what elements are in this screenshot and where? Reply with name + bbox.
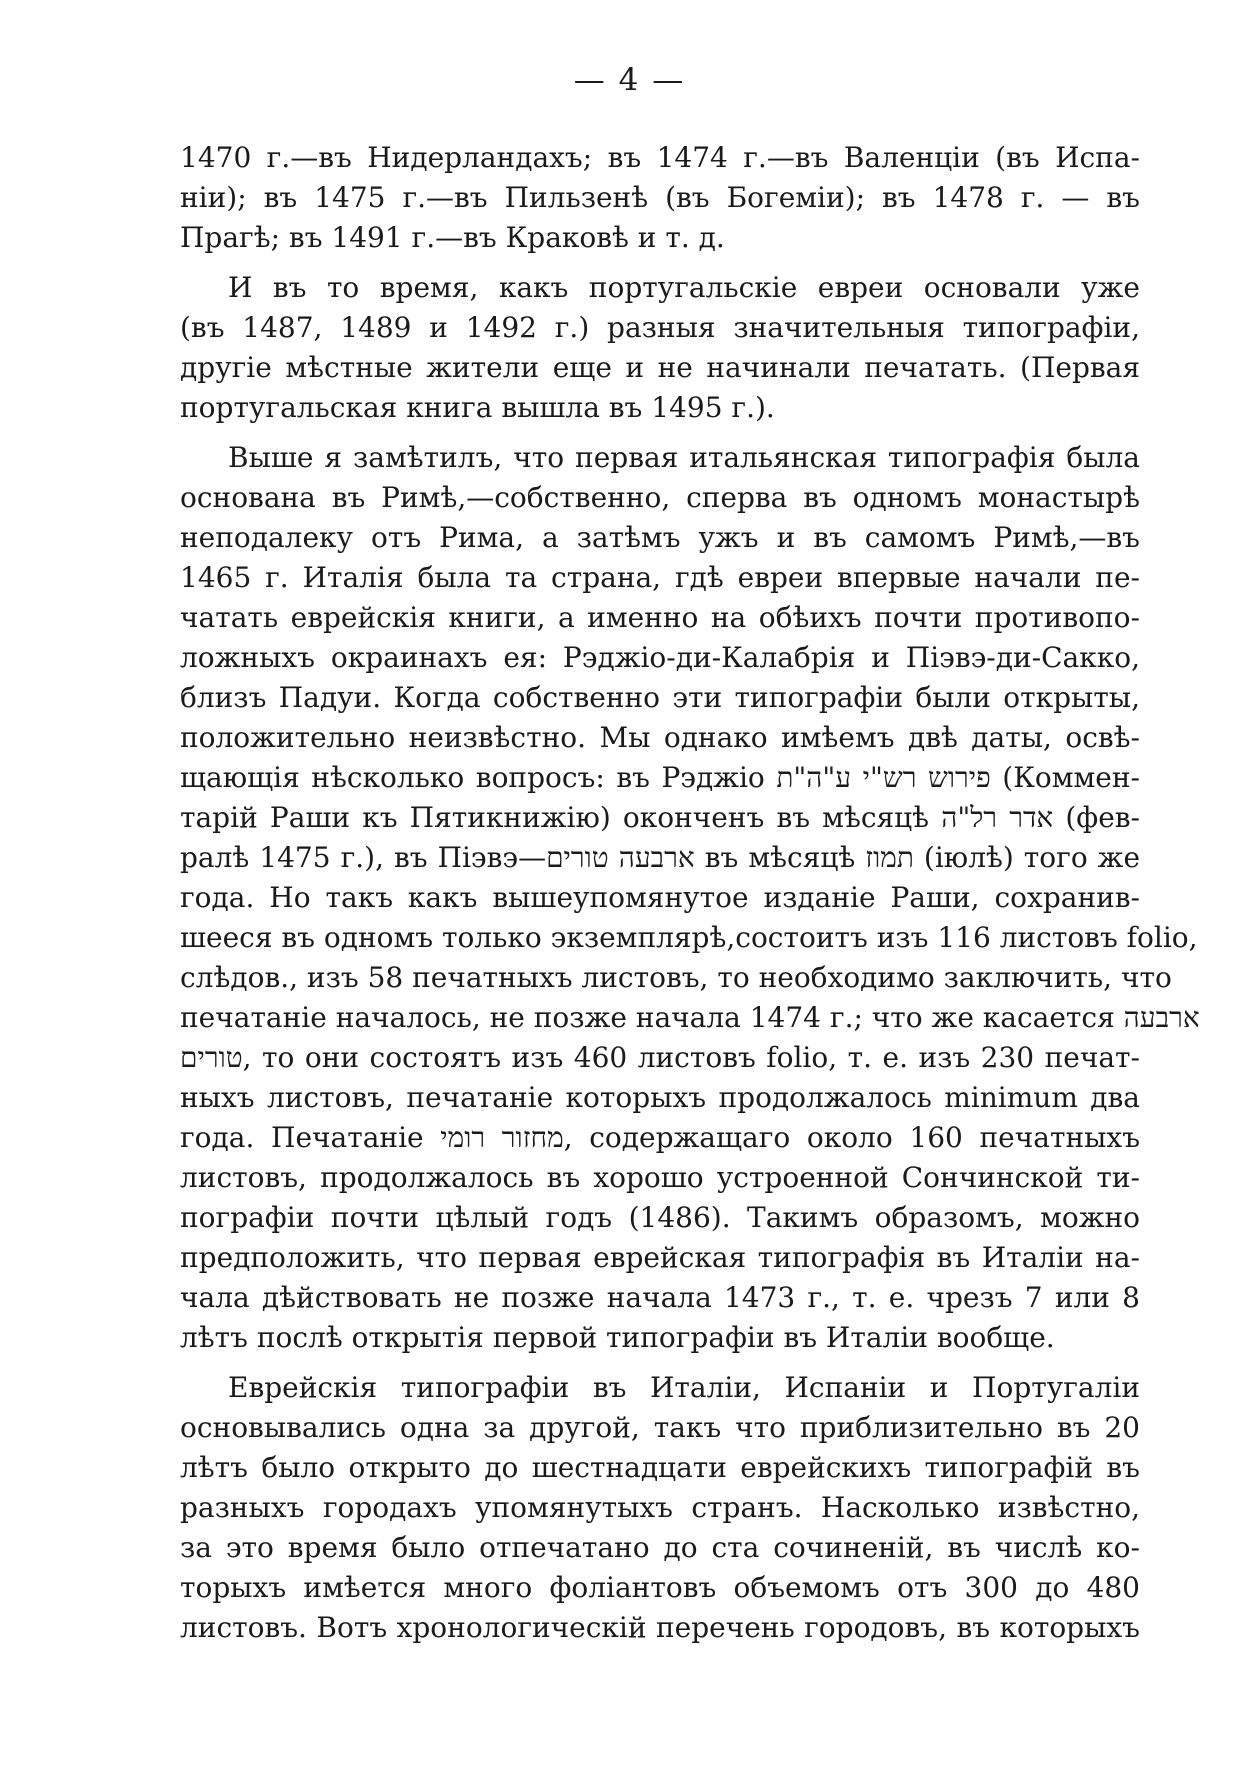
text-line: неподалеку отъ Рима, а затѣмъ ужъ и въ самомъ Римѣ,—въ (180, 521, 1140, 554)
body-text (180, 138, 1200, 1648)
text-line: Еврейскія типографіи въ Италіи, Испаніи и Португаліи (228, 1371, 1140, 1404)
text-line: листовъ, продолжалось въ хорошо устроенной Сончинской ти- (180, 1161, 1140, 1194)
text-line: печатаніе началось, не позже начала 1474 г.; что же касается ארבעה (180, 1001, 1200, 1034)
paragraph-2 (180, 268, 1140, 428)
text-line: Выше я замѣтилъ, что первая итальянская типографія была (228, 441, 1140, 474)
text-line: ралѣ 1475 г.), въ Піэвэ—ארבעה טורים въ мѣсяцѣ תמוז (іюлѣ) того же (180, 841, 1141, 874)
text-line: шееся въ одномъ только экземплярѣ,состоитъ изъ 116 листовъ folio, (180, 921, 1198, 954)
text-line: торыхъ имѣется много фоліантовъ объемомъ отъ 300 до 480 (180, 1571, 1140, 1604)
text-line: 1470 г.—въ Нидерландахъ; въ 1474 г.—въ Валенціи (въ Испа- (180, 141, 1140, 174)
text-line: 1465 г. Италія была та страна, гдѣ евреи впервые начали пе- (180, 561, 1140, 594)
text-line: тарій Раши къ Пятикнижію) оконченъ въ мѣсяцѣ אדר רל"ה (фев- (180, 801, 1140, 834)
text-line: слѣдов., изъ 58 печатныхъ листовъ, то необходимо заключить, что (180, 961, 1172, 994)
text-line: разныхъ городахъ упомянутыхъ странъ. Насколько извѣстно, (180, 1491, 1140, 1524)
text-line: Прагѣ; въ 1491 г.—въ Краковѣ и т. д. (180, 221, 725, 254)
text-line: ніи); въ 1475 г.—въ Пильзенѣ (въ Богеміи); въ 1478 г. — въ (180, 181, 1140, 214)
text-line: чатать еврейскія книги, а именно на обѣихъ почти противопо- (180, 601, 1140, 634)
text-line: И въ то время, какъ португальскіе евреи основали уже (228, 271, 1140, 304)
text-line: за это время было отпечатано до ста сочиненій, въ числѣ ко- (180, 1531, 1140, 1564)
text-line: чала дѣйствовать не позже начала 1473 г., т. е. чрезъ 7 или 8 (180, 1281, 1140, 1314)
page-number: — 4 — (573, 62, 686, 98)
text-line: лѣтъ было открыто до шестнадцати еврейскихъ типографій въ (180, 1451, 1140, 1484)
text-line: ложныхъ окраинахъ ея: Рэджіо-ди-Калабрія и Піэвэ-ди-Сакко, (180, 641, 1140, 674)
paragraph-3 (180, 438, 1200, 1358)
text-line: основывались одна за другой, такъ что приблизительно въ 20 (180, 1411, 1140, 1444)
paragraph-1 (180, 138, 1140, 258)
paragraph-4 (180, 1368, 1140, 1648)
text-line: листовъ. Вотъ хронологическій перечень городовъ, въ которыхъ (180, 1611, 1140, 1644)
text-line: португальская книга вышла въ 1495 г.). (180, 391, 775, 424)
text-line: лѣтъ послѣ открытія первой типографіи въ Италіи вообще. (180, 1321, 1055, 1354)
text-line: пографіи почти цѣлый годъ (1486). Такимъ образомъ, можно (180, 1201, 1140, 1234)
text-line: основана въ Римѣ,—собственно, сперва въ одномъ монастырѣ (180, 481, 1140, 514)
text-line: щающія нѣсколько вопросъ: въ Рэджіо פירוש רש"י ע"ה"ת (Коммен- (180, 761, 1140, 794)
text-line: года. Но такъ какъ вышеупомянутое изданіе Раши, сохранив- (180, 881, 1140, 914)
text-line: другіе мѣстные жители еще и не начинали печатать. (Первая (180, 351, 1140, 384)
text-line: близъ Падуи. Когда собственно эти типографіи были открыты, (180, 681, 1140, 714)
text-line: положительно неизвѣстно. Мы однако имѣемъ двѣ даты, освѣ- (180, 721, 1140, 754)
text-line: года. Печатаніе מחזור רומי, содержащаго около 160 печатныхъ (180, 1121, 1141, 1154)
text-line: (въ 1487, 1489 и 1492 г.) разныя значительныя типографіи, (180, 311, 1140, 344)
text-line: предположить, что первая еврейская типографія въ Италіи на- (180, 1241, 1140, 1274)
text-line: ныхъ листовъ, печатаніе которыхъ продолжалось minimum два (180, 1081, 1140, 1114)
text-line: טורים, то они состоятъ изъ 460 листовъ folio, т. е. изъ 230 печат- (180, 1041, 1140, 1074)
